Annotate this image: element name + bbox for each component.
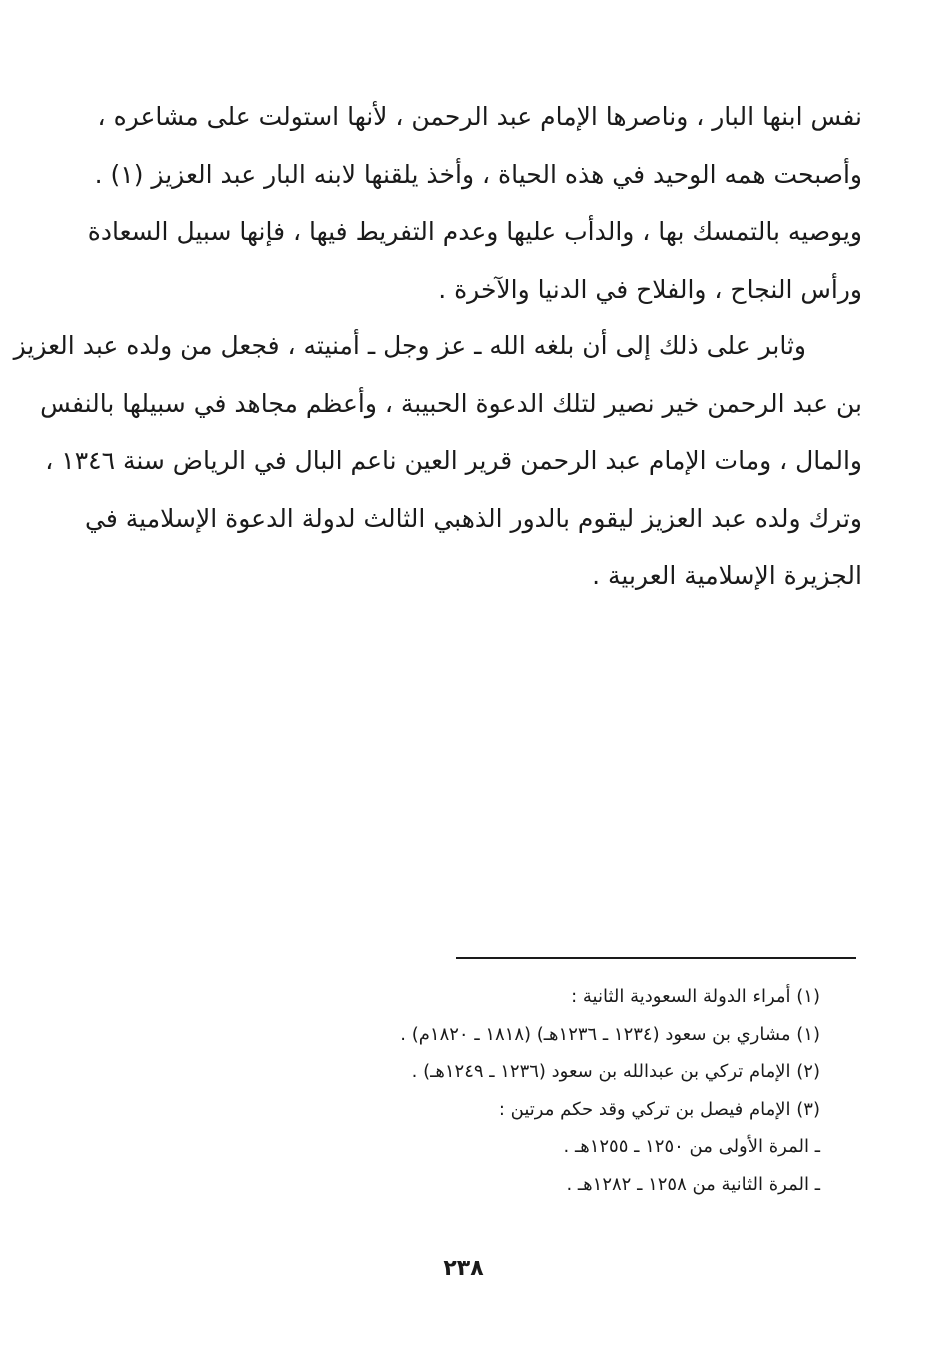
footnote-separator: [456, 957, 856, 959]
footnote-line: ـ المرة الثانية من ١٢٥٨ ـ ١٢٨٢هـ .: [566, 1173, 820, 1195]
paragraph-1-line: نفس ابنها البار ، وناصرها الإمام عبد الرحمن ، لأنها استولت على مشاعره ،: [97, 102, 862, 131]
paragraph-2: [13, 317, 862, 605]
footnote-line: (٢) الإمام تركي بن عبدالله بن سعود (١٢٣٦ ـ ١٢٤٩هـ) .: [411, 1061, 820, 1082]
paragraph-2-line: والمال ، ومات الإمام عبد الرحمن قرير العين ناعم البال في الرياض سنة ١٣٤٦ ،: [45, 446, 862, 476]
footnote-line: (١) أمراء الدولة السعودية الثانية :: [571, 986, 820, 1007]
footnotes: [300, 978, 820, 1203]
paragraph-2-line: وثابر على ذلك إلى أن بلغه الله ـ عز وجل ـ أمنيته ، فجعل من ولده عبد العزيز: [13, 331, 806, 360]
paragraph-1-line: ورأس النجاح ، والفلاح في الدنيا والآخرة .: [438, 274, 862, 304]
paragraph-2-line: بن عبد الرحمن خير نصير لتلك الدعوة الحبيبة ، وأعظم مجاهد في سبيلها بالنفس: [40, 388, 862, 418]
footnote-line: ـ المرة الأولى من ١٢٥٠ ـ ١٢٥٥هـ .: [563, 1136, 820, 1157]
footnote-line: (١) مشاري بن سعود (١٢٣٤ ـ ١٢٣٦هـ) (١٨١٨ ـ ١٨٢٠م) .: [400, 1023, 820, 1045]
page-number: ٢٣٨: [443, 1256, 484, 1281]
paragraph-2-line: وترك ولده عبد العزيز ليقوم بالدور الذهبي الثالث لدولة الدعوة الإسلامية في: [85, 503, 862, 533]
paragraph-1-line: وأصبحت همه الوحيد في هذه الحياة ، وأخذ يلقنها لابنه البار عبد العزيز (١) .: [94, 159, 862, 189]
paragraph-1: [62, 88, 862, 318]
footnote-line: (٣) الإمام فيصل بن تركي وقد حكم مرتين :: [498, 1098, 820, 1120]
paragraph-2-line: الجزيرة الإسلامية العربية .: [592, 561, 862, 591]
paragraph-1-line: ويوصيه بالتمسك بها ، والدأب عليها وعدم التفريط فيها ، فإنها سبيل السعادة: [87, 217, 862, 247]
